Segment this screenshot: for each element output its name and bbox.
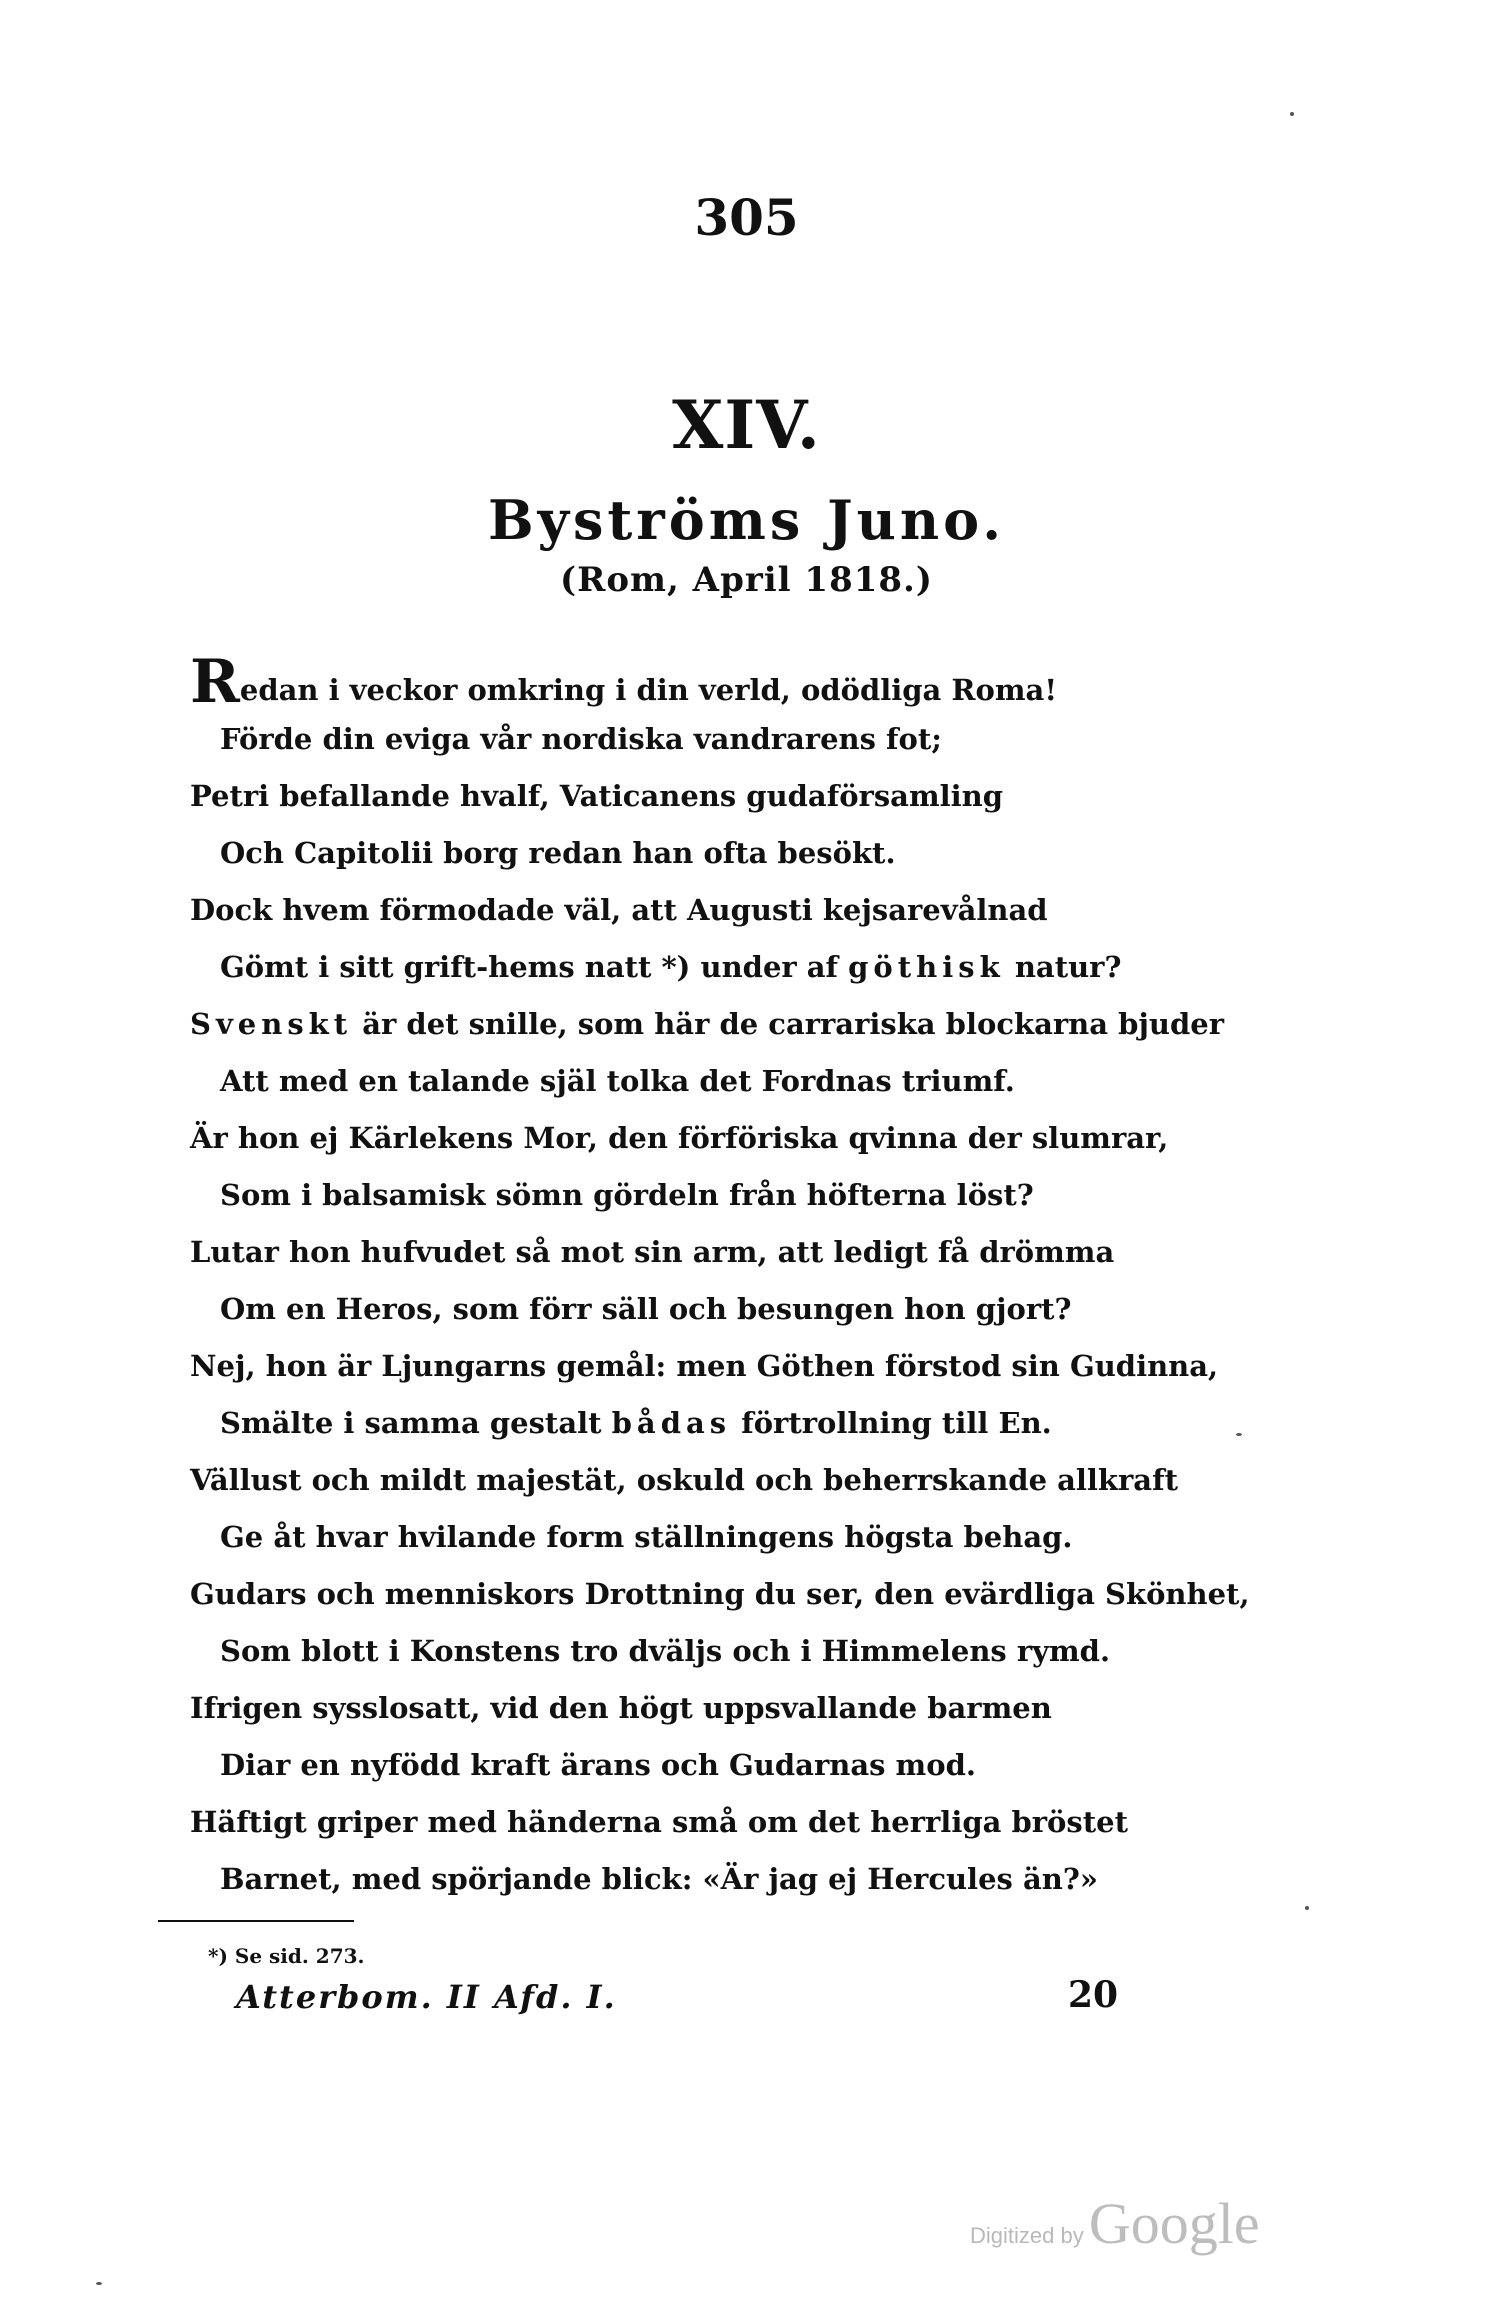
poem-line-10: Som i balsamisk sömn gördeln från höfterna löst? (220, 1178, 1034, 1212)
poem-line-2: Förde din eviga vår nordiska vandrarens fot; (220, 722, 942, 756)
poem-line-text: Smälte i samma gestalt (220, 1406, 602, 1440)
poem-line-text: natur? (1014, 950, 1122, 984)
poem-line-6 (190, 939, 1190, 996)
poem-line-15: Vällust och mildt majestät, oskuld och beherrskande allkraft (190, 1463, 1178, 1497)
poem-line-13: Nej, hon är Ljungarns gemål: men Göthen förstod sin Gudinna, (190, 1349, 1219, 1383)
poem-line-4: Och Capitolii borg redan han ofta besökt. (220, 836, 896, 870)
poem-body (190, 647, 1250, 1908)
poem-line-3: Petri befallande hvalf, Vaticanens gudaförsamling (190, 779, 1004, 813)
chapter-numeral: XIV. (672, 386, 821, 464)
poem-line-8: Att med en talande själ tolka det Fordnas triumf. (220, 1064, 1015, 1098)
poem-line-20: Diar en nyfödd kraft ärans och Gudarnas mod. (220, 1748, 976, 1782)
poem-subtitle: (Rom, April 1818.) (560, 560, 933, 600)
poem-line-text: är det snille, som här de carrariska blockarna bjuder (362, 1007, 1224, 1041)
poem-line-21: Häftigt griper med händerna små om det herrliga bröstet (190, 1805, 1128, 1839)
scan-speck (1305, 1906, 1309, 1910)
poem-line-17: Gudars och menniskors Drottning du ser, den evärdliga Skönhet, (190, 1577, 1250, 1611)
poem-line-11: Lutar hon hufvudet så mot sin arm, att ledigt få drömma (190, 1235, 1115, 1269)
poem-line-text: edan i veckor omkring i din verld, odödliga Roma! (239, 673, 1058, 707)
page-number: 305 (694, 188, 799, 247)
scan-speck (1290, 112, 1294, 116)
watermark-digitized-by: Digitized by (970, 2223, 1084, 2248)
poem-line-16: Ge åt hvar hvilande form ställningens högsta behag. (220, 1520, 1073, 1554)
drop-cap: R (190, 647, 240, 717)
poem-line-text: Gömt i sitt grift-hems natt *) under af (220, 950, 839, 984)
poem-line-1 (190, 647, 1190, 717)
scan-speck (96, 2282, 102, 2285)
poem-line-12: Om en Heros, som förr säll och besungen hon gjort? (220, 1292, 1072, 1326)
poem-line-5: Dock hvem förmodade väl, att Augusti kejsarevålnad (190, 893, 1048, 927)
watermark-brand-logo: Google (1088, 2191, 1260, 2256)
emphasized-word: Svenskt (190, 1007, 353, 1041)
poem-line-text: förtrollning till En. (741, 1406, 1052, 1440)
poem-line-9: Är hon ej Kärlekens Mor, den förföriska qvinna der slumrar, (190, 1121, 1169, 1155)
poem-line-22: Barnet, med spörjande blick: «Är jag ej Hercules än?» (220, 1862, 1098, 1896)
signature-number: 20 (1068, 1974, 1119, 2016)
footnote: *) Se sid. 273. (208, 1944, 365, 1968)
poem-line-14 (190, 1395, 1190, 1452)
poem-line-7 (190, 996, 1224, 1053)
emphasized-word: bådas (611, 1406, 732, 1440)
digitized-watermark (970, 2190, 1260, 2257)
footnote-rule (158, 1920, 354, 1922)
emphasized-word: göthisk (848, 950, 1005, 984)
poem-line-18: Som blott i Konstens tro dväljs och i Himmelens rymd. (220, 1634, 1111, 1668)
poem-line-19: Ifrigen sysslosatt, vid den högt uppsvallande barmen (190, 1691, 1052, 1725)
scan-speck (1236, 1433, 1242, 1436)
poem-title: Byströms Juno. (487, 488, 1006, 552)
printer-signature: Atterbom. II Afd. I. (236, 1978, 617, 2016)
